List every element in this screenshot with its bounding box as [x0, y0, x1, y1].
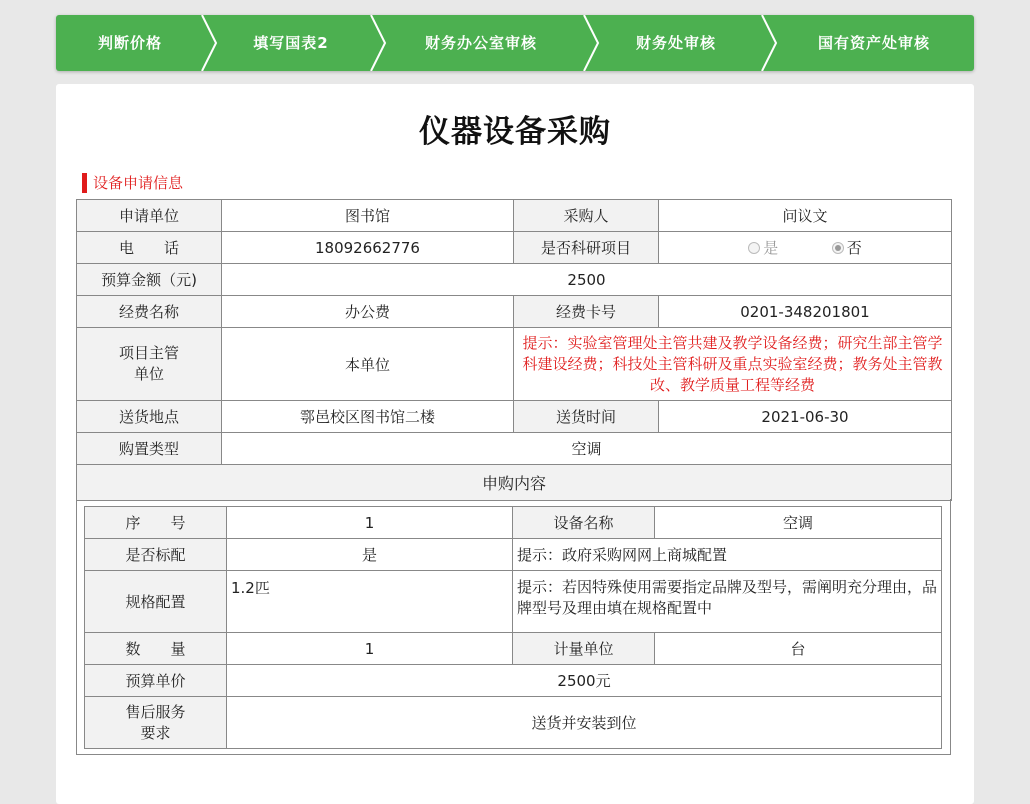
unit-value: 台	[655, 633, 942, 665]
standard-hint: 提示：政府采购网网上商城配置	[513, 539, 942, 571]
item-name-label: 设备名称	[513, 507, 655, 539]
step-fill-form[interactable]: 填写国表2	[253, 34, 329, 52]
purchase-type-label: 购置类型	[77, 433, 222, 465]
fund-name-value: 办公费	[222, 296, 514, 328]
buyer-label: 采购人	[514, 200, 659, 232]
item-name-value: 空调	[655, 507, 942, 539]
purchase-type-value: 空调	[222, 433, 952, 465]
qty-label: 数 量	[85, 633, 227, 665]
progress-steps	[56, 15, 974, 71]
buyer-value: 问议文	[659, 200, 952, 232]
budget-value: 2500	[222, 264, 952, 296]
seq-value: 1	[227, 507, 513, 539]
standard-value: 是	[227, 539, 513, 571]
application-info-table	[76, 199, 952, 501]
step-judge-price[interactable]: 判断价格	[97, 34, 162, 52]
section-header: 设备申请信息	[82, 173, 183, 193]
qty-value: 1	[227, 633, 513, 665]
apply-unit-label: 申请单位	[77, 200, 222, 232]
standard-label: 是否标配	[85, 539, 227, 571]
delivery-place-label: 送货地点	[77, 401, 222, 433]
spec-label: 规格配置	[85, 571, 227, 633]
item-table	[84, 506, 942, 749]
fund-name-label: 经费名称	[77, 296, 222, 328]
service-label: 售后服务要求	[85, 697, 227, 749]
unit-label: 计量单位	[513, 633, 655, 665]
spec-value: 1.2匹	[227, 571, 513, 633]
dept-value: 本单位	[222, 328, 514, 401]
page-title: 仪器设备采购	[419, 114, 611, 150]
delivery-time-label: 送货时间	[514, 401, 659, 433]
research-project-radio-group	[659, 232, 952, 264]
fund-card-label: 经费卡号	[514, 296, 659, 328]
phone-label: 电 话	[77, 232, 222, 264]
phone-value: 18092662776	[222, 232, 514, 264]
budget-label: 预算金额（元)	[77, 264, 222, 296]
step-state-asset-review[interactable]: 国有资产处审核	[817, 34, 930, 52]
research-no-option[interactable]: 否	[832, 239, 862, 257]
radio-checked-icon	[832, 242, 844, 254]
delivery-time-value: 2021-06-30	[659, 401, 952, 433]
delivery-place-value: 鄠邑校区图书馆二楼	[222, 401, 514, 433]
research-project-label: 是否科研项目	[514, 232, 659, 264]
apply-unit-value: 图书馆	[222, 200, 514, 232]
seq-label: 序 号	[85, 507, 227, 539]
dept-label: 项目主管单位	[77, 328, 222, 401]
item-container	[76, 499, 951, 755]
form-card	[56, 84, 974, 804]
dept-hint: 提示：实验室管理处主管共建及教学设备经费；研究生部主管学科建设经费；科技处主管科研及重点实验室经费；教务处主管教改、教学质量工程等经费	[514, 328, 952, 401]
content-header: 申购内容	[77, 465, 952, 501]
service-value: 送货并安装到位	[227, 697, 942, 749]
price-label: 预算单价	[85, 665, 227, 697]
price-value: 2500元	[227, 665, 942, 697]
radio-unchecked-icon	[748, 242, 760, 254]
step-finance-dept-review[interactable]: 财务处审核	[635, 34, 716, 52]
research-yes-option[interactable]: 是	[748, 239, 778, 257]
spec-hint: 提示：若因特殊使用需要指定品牌及型号，需阐明充分理由，品牌型号及理由填在规格配置中	[513, 571, 942, 633]
step-finance-office-review[interactable]: 财务办公室审核	[424, 34, 537, 52]
fund-card-value: 0201-348201801	[659, 296, 952, 328]
